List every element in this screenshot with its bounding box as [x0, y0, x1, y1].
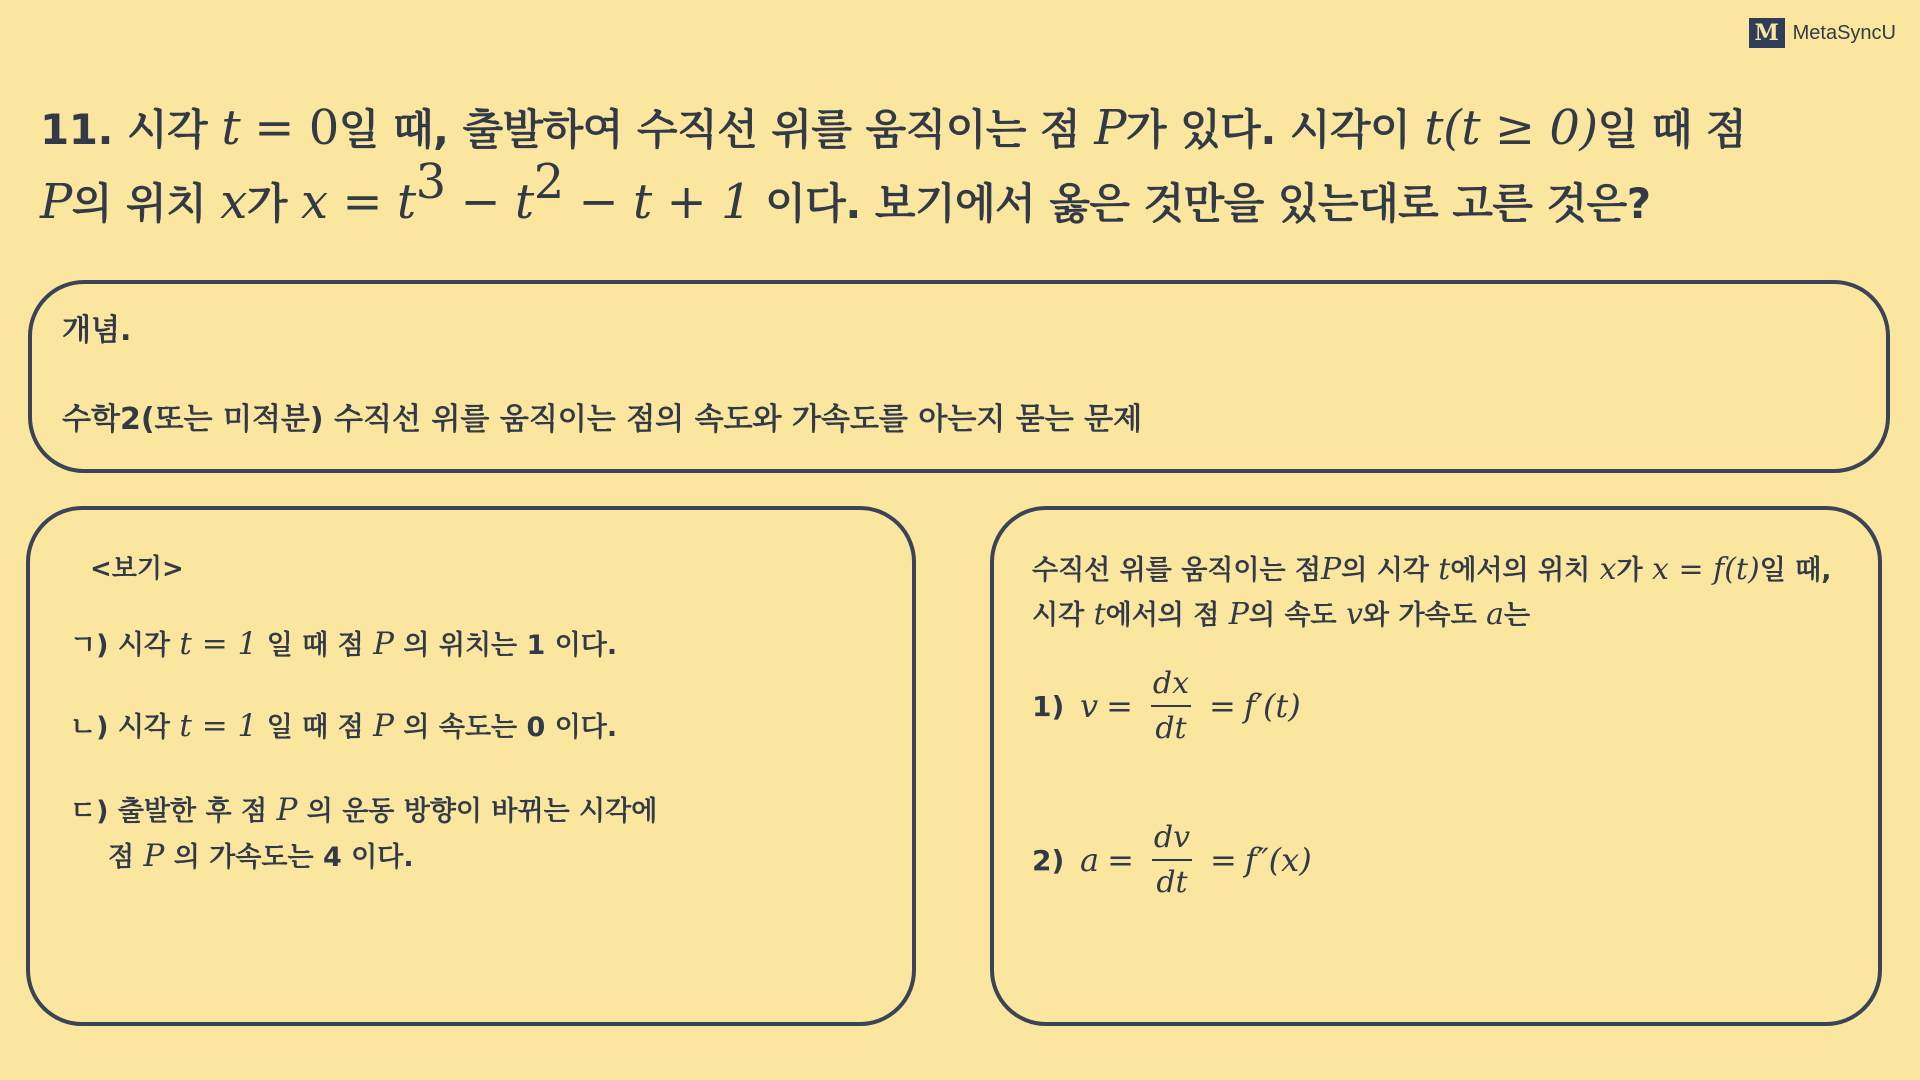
brand-mark-icon: M	[1749, 18, 1785, 48]
question-word: 시각	[127, 105, 208, 154]
math-P: P	[40, 174, 72, 230]
question-word: 의 위치	[71, 179, 207, 228]
concept-text: 수학2(또는 미적분) 수직선 위를 움직이는 점의 속도와 가속도를 아는지 묻는 문제	[62, 402, 1143, 437]
math-eq0: = 0	[254, 100, 339, 156]
bogi-title: <보기>	[90, 554, 184, 584]
math-position-function: $x = t^3 - t^2 - t + 1$	[301, 154, 752, 230]
formula-acceleration: 2) a = $\frac{dv}{dt}$ = f″(x)	[1032, 820, 1312, 900]
math-P: P	[1094, 100, 1127, 156]
bogi-item-1: ㄱ) 시각 t = 1 일 때 점 P 의 위치는 1 이다.	[70, 626, 618, 662]
math-x: x	[220, 174, 247, 230]
question-word: 이다. 보기에서 옳은 것만을 있는대로 고른 것은?	[765, 179, 1651, 228]
formula-velocity: 1) v = $\frac{dx}{dt}$ = f′(t)	[1032, 666, 1301, 746]
question-word: 일 때, 출발하여 수직선 위를 움직이는 점	[338, 105, 1081, 154]
question-text	[40, 92, 1890, 240]
question-word: 가	[246, 179, 287, 228]
bogi-item-2: ㄴ) 시각 t = 1 일 때 점 P 의 속도는 0 이다.	[70, 708, 618, 744]
concept-box	[28, 280, 1890, 473]
formula-number: 1)	[1032, 689, 1065, 723]
fraction: $\frac{dv}{dt}$	[1153, 820, 1191, 900]
fraction: $\frac{dx}{dt}$	[1152, 666, 1190, 746]
brand-logo	[1749, 18, 1896, 48]
brand-name: MetaSyncU	[1792, 21, 1896, 44]
formula-number: 2)	[1032, 843, 1065, 877]
question-word: 일 때 점	[1597, 105, 1747, 154]
formula-description: 수직선 위를 움직이는 점P의 시각 t에서의 위치 x가 x = f(t)일 때, 시각 t에서의 점 P의 속도 v와 가속도 a는	[1032, 552, 1832, 632]
question-number: 11.	[40, 105, 113, 154]
bogi-item-3: ㄷ) 출발한 후 점 P 의 운동 방향이 바뀌는 시각에 점 P 의 가속도는 4 이다.	[70, 792, 658, 874]
math-tcond: t(t ≥ 0)	[1424, 100, 1598, 156]
question-word: 가 있다. 시각이	[1126, 105, 1411, 154]
concept-title: 개념.	[62, 313, 132, 348]
math-t: t	[221, 100, 241, 156]
